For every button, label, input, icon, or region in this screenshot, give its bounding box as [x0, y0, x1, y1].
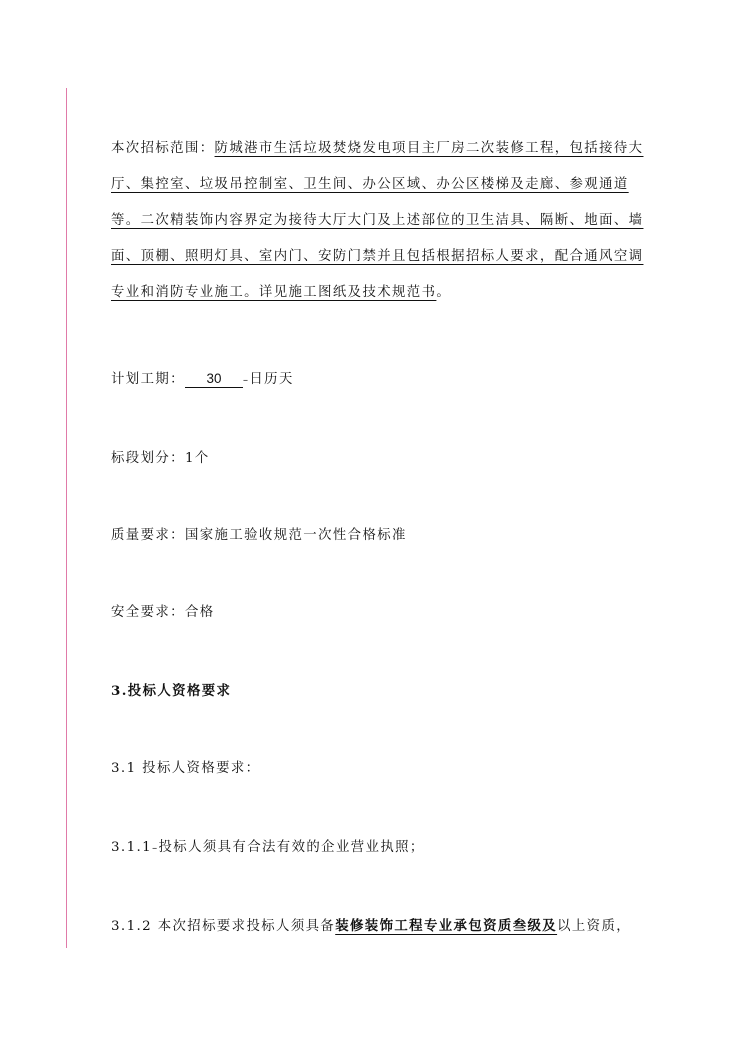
bid-sections-line: 标段划分：1个: [111, 451, 210, 466]
planned-period-unit: 日历天: [249, 372, 294, 387]
section-3-1-1-dash: –: [152, 843, 159, 854]
section-3-1-2-prefix: 3.1.2 本次招标要求投标人须具备: [111, 919, 336, 934]
section-3-1-2-qualification: 装修装饰工程专业承包资质叁级及: [335, 918, 558, 934]
planned-period-dash: –: [242, 375, 250, 386]
bid-scope-label: 本次招标范围：: [111, 141, 215, 156]
bid-scope-end: 。: [436, 285, 452, 300]
section-3-1-1-text: 投标人须具有合法有效的企业营业执照；: [158, 840, 425, 855]
section-3-1-2-line: [111, 916, 631, 937]
section-3-1-1-number: 3.1.1: [111, 840, 153, 855]
quality-requirement-line: 质量要求：国家施工验收规范一次性合格标准: [111, 528, 407, 543]
bid-scope-text: 防城港市生活垃圾焚烧发电项目主厂房二次装修工程，包括接待大厅、集控室、垃圾吊控制室、卫生间、办公区域、办公区楼梯及走廊、参观通道等。二次精装饰内容界定为接待大厅大门及上述部位的卫生洁具、隔断、地面、墙面、顶棚、照明灯具、室内门、安防门禁并且包括根据招标人要求，配合通风空调专业和消防专业施工。详见施工图纸及技术规范书: [111, 141, 644, 300]
page-margin-line: [66, 88, 67, 948]
bid-scope-paragraph: [111, 131, 651, 311]
section-3-heading: 3.投标人资格要求: [111, 683, 232, 699]
planned-period-value: 30: [185, 371, 243, 388]
planned-period-line: [111, 370, 294, 391]
section-3-1-line: 3.1 投标人资格要求：: [111, 761, 261, 776]
safety-requirement-line: 安全要求：合格: [111, 605, 215, 620]
section-3-1-2-suffix: 以上资质，: [557, 919, 632, 934]
planned-period-label: 计划工期：: [111, 372, 185, 387]
section-3-1-1-line: [111, 838, 425, 859]
